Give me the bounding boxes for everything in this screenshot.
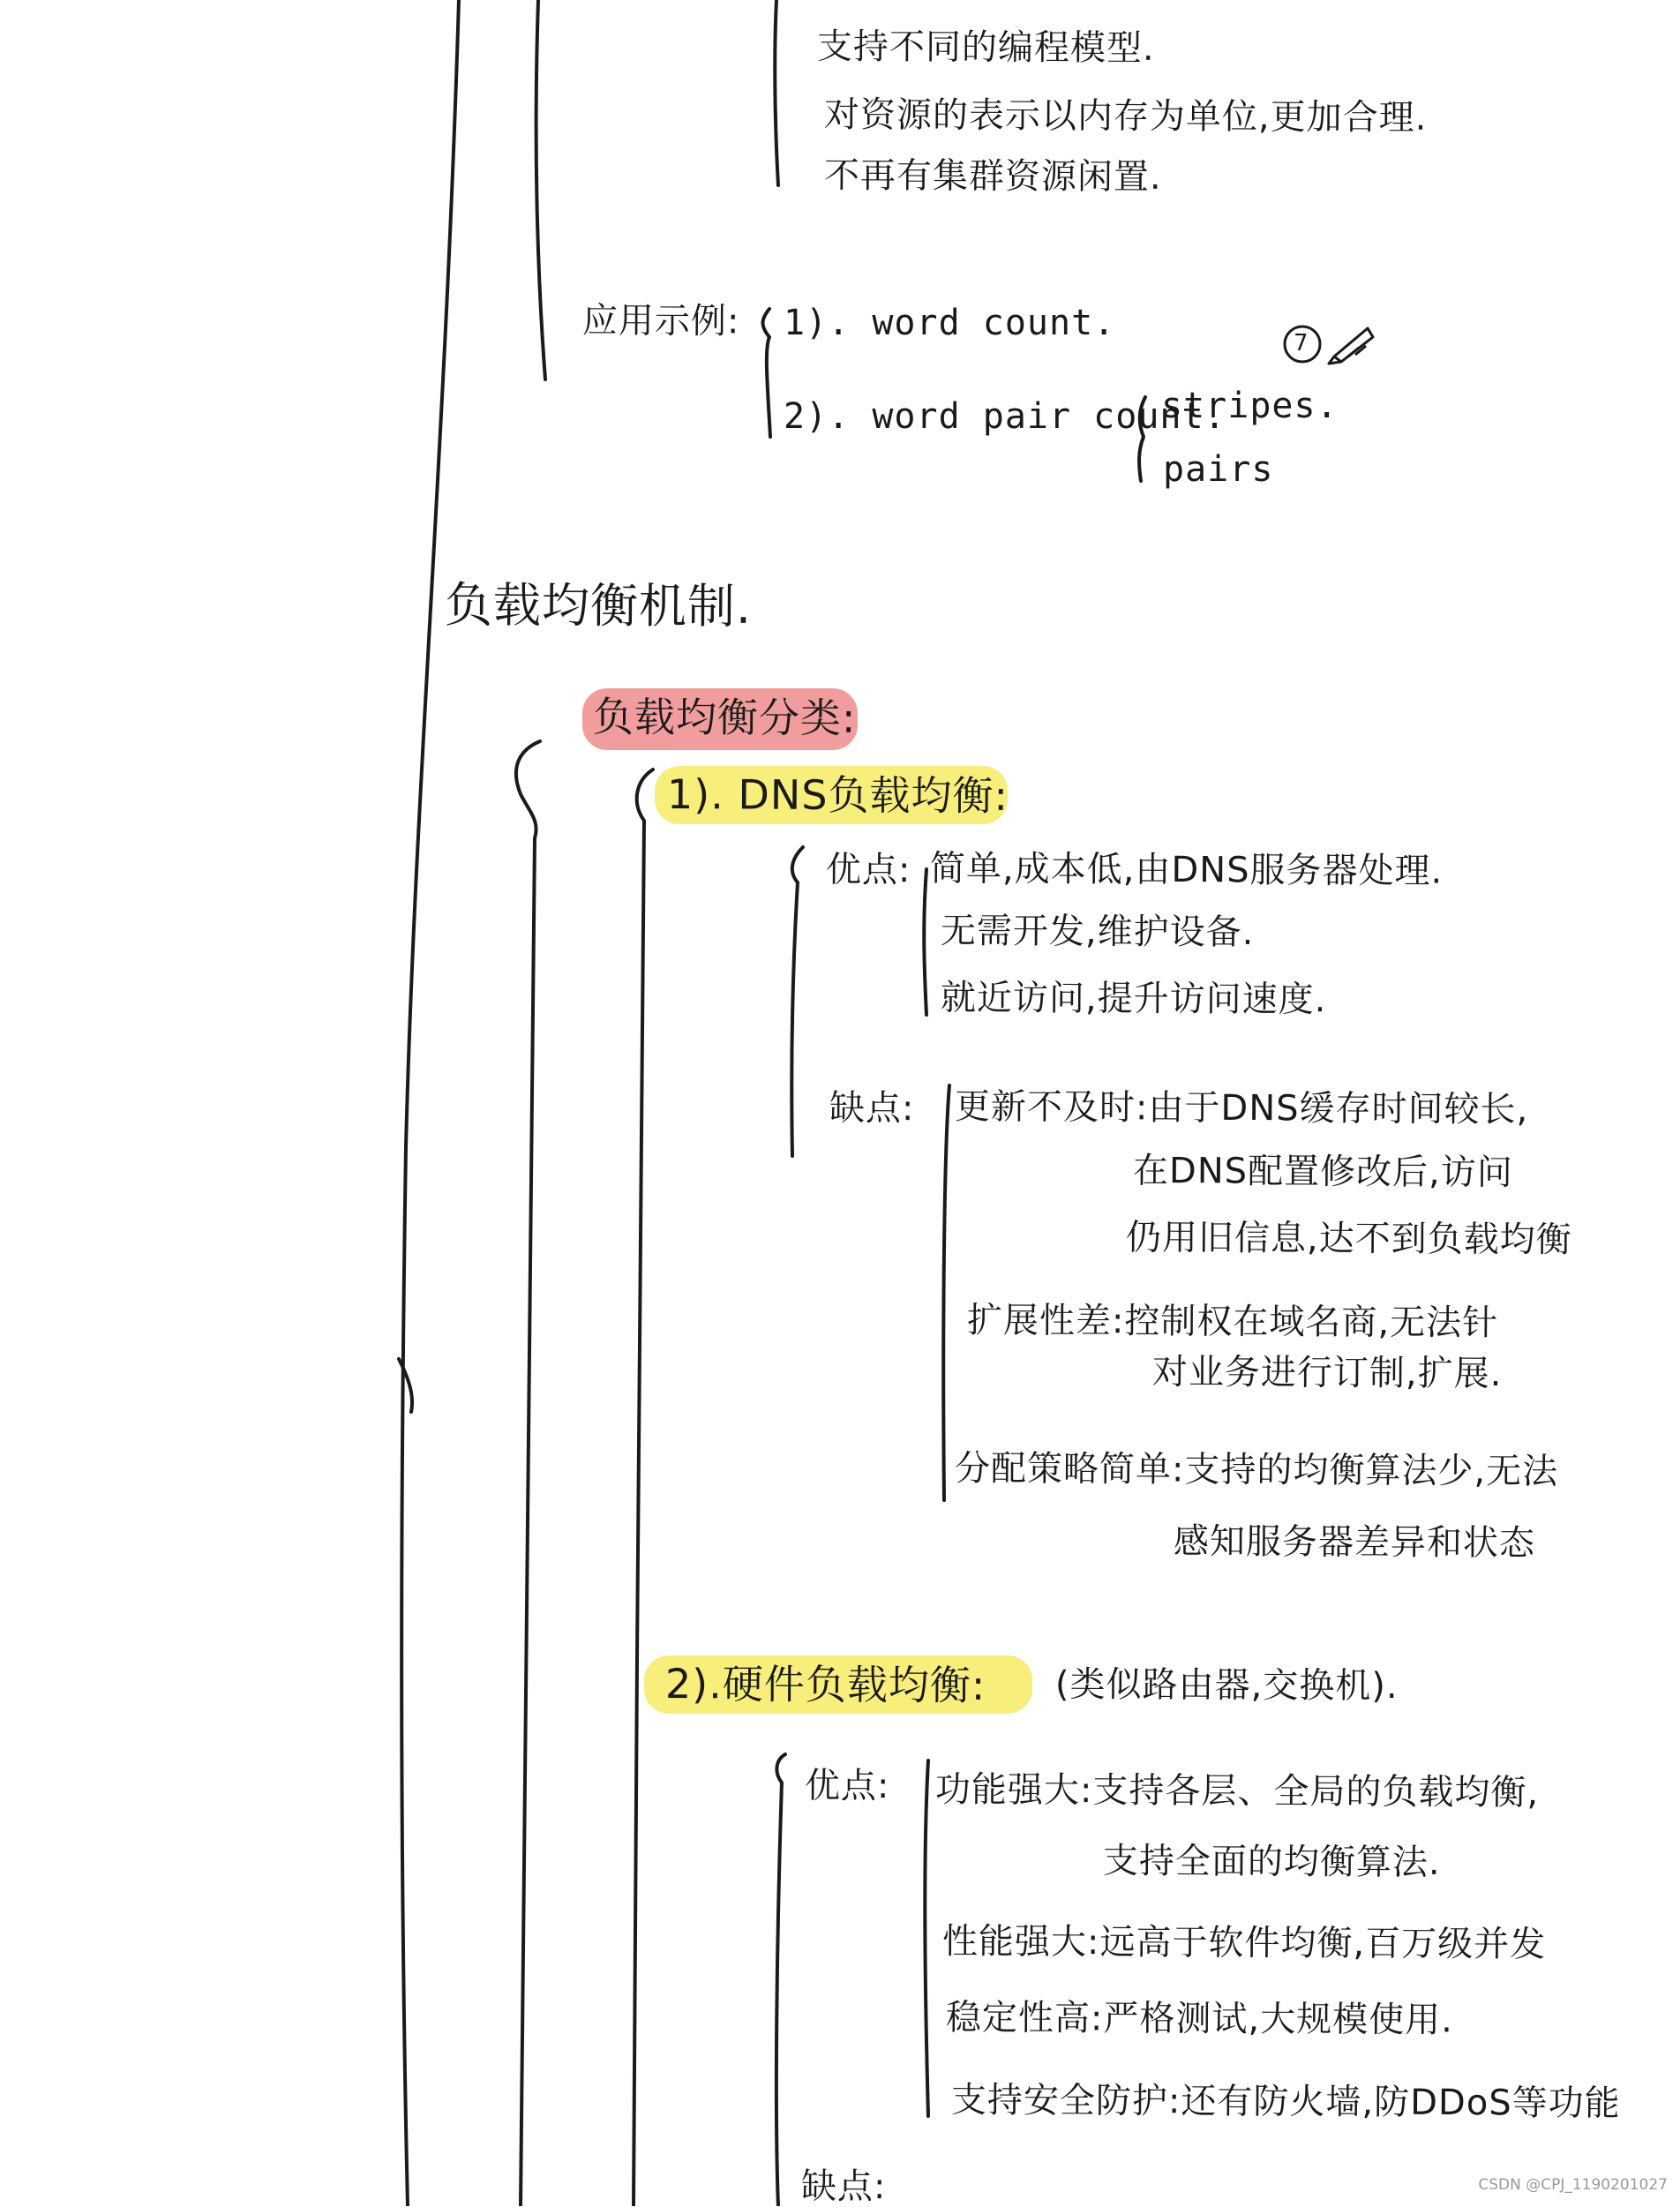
- dns-pro-item: 无需开发,维护设备.: [940, 911, 1255, 953]
- top-note-line2: 对资源的表示以内存为单位,更加合理.: [823, 94, 1428, 139]
- hw-pro-stability: 稳定性高:严格测试,大规模使用.: [945, 1997, 1454, 2041]
- circled-seven-label: 7: [1294, 330, 1309, 357]
- hw-pro-security: 支持安全防护:还有防火墙,防DDoS等功能: [950, 2080, 1621, 2124]
- outer-squiggle: [399, 1359, 412, 1412]
- hw-pros-bracket: [925, 1760, 928, 2116]
- hw-title: 2).硬件负载均衡:: [664, 1660, 986, 1709]
- example-item-word-count: 1). word count.: [784, 303, 1116, 343]
- section-title: 负载均衡机制.: [444, 577, 753, 634]
- hw-cons-label: 缺点:: [800, 2166, 887, 2207]
- outer-vertical-line: [401, 0, 459, 2206]
- dns-con-update: 更新不及时:由于DNS缓存时间较长,: [954, 1086, 1529, 1130]
- dns-con-scalability-cont: 对业务进行订制,扩展.: [1151, 1351, 1503, 1395]
- watermark: CSDN @CPJ_1190201027: [1478, 2176, 1668, 2194]
- hw-pros-label: 优点:: [804, 1765, 890, 1807]
- hw-note: (类似路由器,交换机).: [1054, 1663, 1399, 1708]
- dns-con-update-cont: 在DNS配置修改后,访问: [1132, 1150, 1513, 1194]
- classify-title: 负载均衡分类:: [592, 693, 857, 742]
- top-note-line1: 支持不同的编程模型.: [816, 26, 1155, 70]
- dns-cons-bracket: [943, 1085, 949, 1500]
- dns-title: 1). DNS负载均衡:: [666, 769, 1009, 821]
- example-label: 应用示例:: [581, 300, 740, 342]
- dns-con-strategy: 分配策略简单:支持的均衡算法少,无法: [954, 1448, 1559, 1492]
- dns-pro-item: 就近访问,提升访问速度.: [940, 977, 1327, 1021]
- example-sub-stripes: stripes.: [1161, 386, 1339, 426]
- example-item-word-pair-count: 2). word pair count.: [784, 396, 1226, 437]
- dns-pros-label: 优点:: [825, 849, 911, 891]
- pencil-icon: [1329, 328, 1373, 364]
- hw-pro-function: 功能强大:支持各层、全局的负载均衡,: [934, 1769, 1540, 1813]
- example-sub-pairs: pairs: [1163, 449, 1274, 490]
- example-bracket: [763, 309, 771, 437]
- dns-pro-item: 简单,成本低,由DNS服务器处理.: [929, 848, 1444, 892]
- classify-brace: [516, 741, 540, 2206]
- hw-pro-function-cont: 支持全面的均衡算法.: [1102, 1840, 1441, 1884]
- second-vertical-line: [536, 0, 545, 379]
- top-note-line3: 不再有集群资源闲置.: [823, 154, 1162, 199]
- dns-brace: [634, 769, 653, 2206]
- dns-con-update-cont: 仍用旧信息,达不到负载均衡: [1125, 1217, 1572, 1261]
- dns-pros-bracket: [791, 847, 803, 1156]
- dns-pros-inner-bracket: [924, 869, 926, 1015]
- hw-brace: [776, 1754, 785, 2206]
- dns-con-scalability: 扩展性差:控制权在域名商,无法针: [966, 1300, 1499, 1344]
- dns-cons-label: 缺点:: [829, 1087, 915, 1130]
- top-bracket-line: [775, 0, 778, 185]
- dns-con-strategy-cont: 感知服务器差异和状态: [1173, 1520, 1536, 1565]
- hw-pro-performance: 性能强大:远高于软件均衡,百万级并发: [941, 1921, 1547, 1965]
